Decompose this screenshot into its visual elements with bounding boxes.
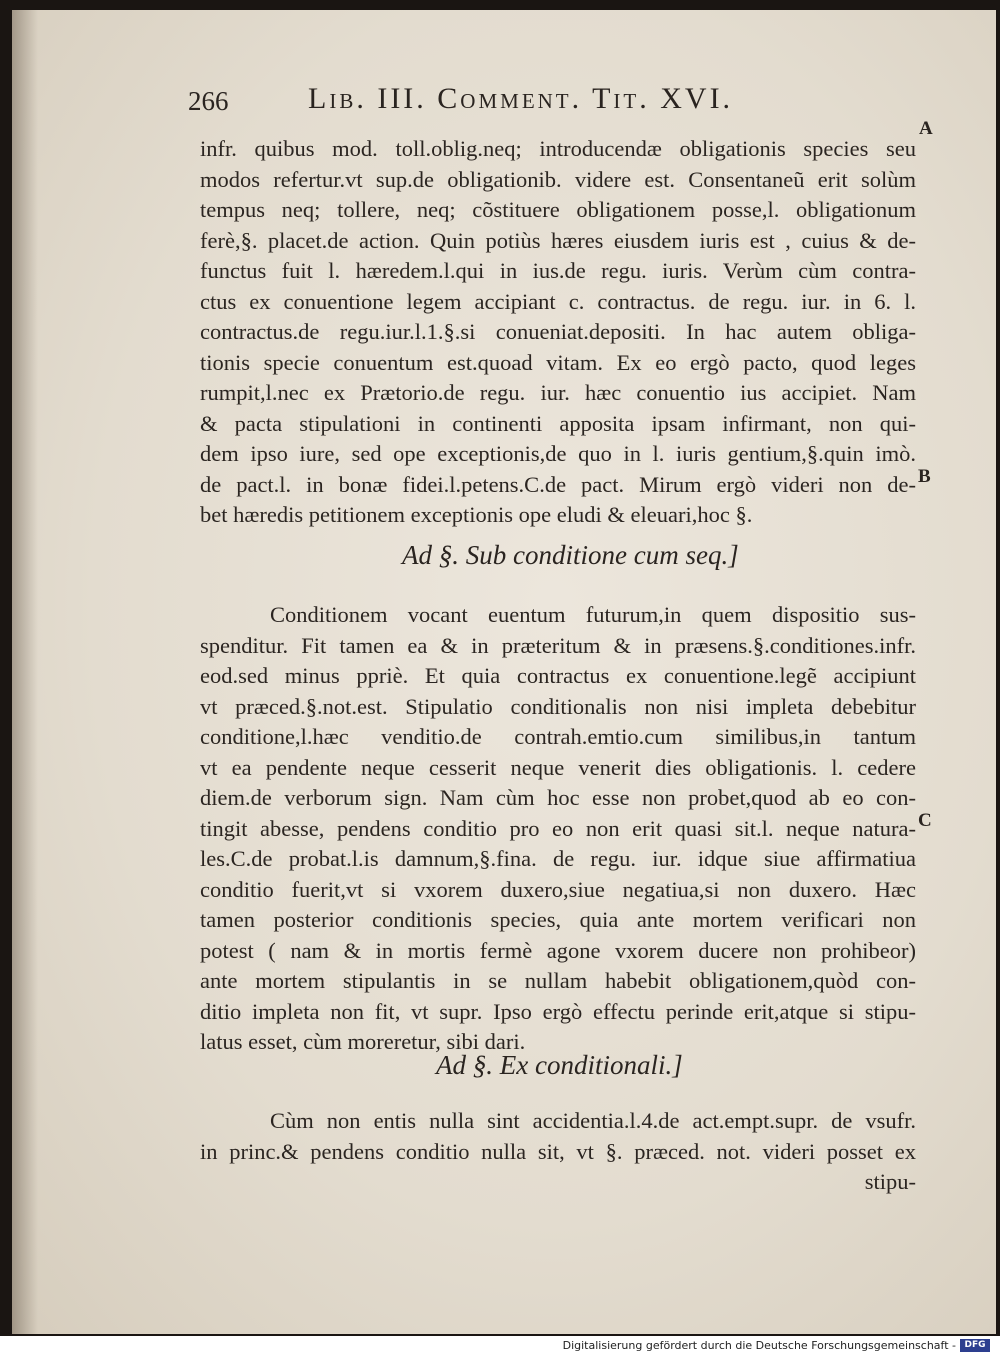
text-line: tionis specie conuentum est.quoad vitam. Ex eo ergò pacto, quod leges (200, 349, 916, 375)
text-line: rumpit,l.nec ex Prætorio.de regu. iur. hæc conuentio ius accipiet. Nam (200, 380, 916, 405)
margin-letter-b: B (918, 466, 931, 487)
text-line: ferè,§. placet.de action. Quin potiùs hæres eiusdem iuris est , cuius & de- (200, 227, 916, 253)
dfg-logo: DFG (960, 1339, 990, 1352)
running-title: Lib. III. Comment. Tit. XVI. (308, 82, 734, 115)
text-line: & pacta stipulationi in continenti apposita ipsam infirmant, non qui- (200, 410, 916, 436)
text-line: functus fuit l. hæredem.l.qui in ius.de regu. iuris. Verùm cùm contra- (200, 258, 916, 283)
text-line: les.C.de probat.l.is damnum,§.fina. de regu. iur. idque siue affirmatiua (200, 846, 916, 871)
section-heading-ex-conditionali: Ad §. Ex conditionali.] (436, 1050, 683, 1080)
text-line: ante mortem stipulantis in se nullam habebit obligationem,quòd con- (200, 968, 916, 993)
text-line: conditione,l.hæc venditio.de contrah.emtio.cum similibus,in tantum (200, 724, 916, 749)
page-number: 266 (188, 86, 229, 116)
margin-letter-c: C (918, 810, 932, 831)
book-page (12, 10, 996, 1334)
text-line: ctus ex conuentione legem accipiant c. contractus. de regu. iur. in 6. l. (200, 288, 916, 314)
page-gutter-shadow (12, 10, 38, 1334)
text-line: vt præced.§.not.est. Stipulatio conditionalis non nisi impleta debebitur (200, 693, 916, 719)
text-line: de pact.l. in bonæ fidei.l.petens.C.de pact. Mirum ergò videri non de- (200, 471, 916, 497)
text-line: eod.sed minus ppriè. Et quia contractus ex conuentione.legẽ accipiunt (200, 663, 916, 688)
text-line: vt ea pendente neque cesserit neque venerit dies obligationis. l. cedere (200, 754, 916, 780)
text-line: diem.de verborum sign. Nam cùm hoc esse non probet,quod ab eo con- (200, 785, 916, 810)
text-line: Conditionem vocant euentum futurum,in quem dispositio sus- (270, 602, 916, 627)
text-line: dem ipso iure, sed ope exceptionis,de quo in l. iuris gentium,§.quin imò. (200, 441, 916, 466)
catchword: stipu- (864, 1169, 916, 1194)
text-line: contractus.de regu.iur.l.1.§.si conueniat.depositi. In hac autem obliga- (200, 319, 916, 344)
footer-credit-text: Digitalisierung gefördert durch die Deutsche Forschungsgemeinschaft - (562, 1339, 956, 1352)
text-line: spenditur. Fit tamen ea & in præteritum & in præsens.§.conditiones.infr. (200, 632, 916, 658)
text-line: potest ( nam & in mortis fermè agone vxorem ducere non prohibeor) (200, 937, 916, 963)
text-line: modos refertur.vt sup.de obligationib. videre est. Consentaneũ erit solùm (200, 166, 916, 192)
section-heading-sub-conditione: Ad §. Sub conditione cum seq.] (402, 540, 739, 570)
text-line: infr. quibus mod. toll.oblig.neq; introducendæ obligationis species seu (200, 136, 916, 161)
text-line: in princ.& pendens conditio nulla sit, vt §. præced. not. videri posset ex (200, 1138, 916, 1164)
text-line: ditio impleta non fit, vt supr. Ipso ergò effectu perinde erit,atque si stipu- (200, 998, 916, 1024)
paragraph-3 (200, 1106, 916, 1198)
text-line: tingit abesse, pendens conditio pro eo non erit quasi sit.l. neque natura- (200, 815, 916, 841)
text-line: conditio fuerit,vt si vxorem duxero,siue negatiua,si non duxero. Hæc (200, 876, 916, 902)
text-line: tempus neq; tollere, neq; cõstituere obligationem posse,l. obligationum (200, 197, 916, 222)
paragraph-1 (200, 134, 916, 531)
digitization-footer (0, 1336, 1000, 1356)
text-line: latus esset, cùm moreretur, sibi dari. (200, 1029, 526, 1054)
text-line: Cùm non entis nulla sint accidentia.l.4.de act.empt.supr. de vsufr. (270, 1108, 916, 1133)
page-header (188, 82, 828, 126)
text-line: bet hæredis petitionem exceptionis ope eludi & eleuari,hoc §. (200, 502, 753, 527)
margin-letter-a: A (919, 118, 933, 139)
paragraph-2 (200, 600, 916, 1058)
text-line: tamen posterior conditionis species, quia ante mortem verificari non (200, 907, 916, 932)
